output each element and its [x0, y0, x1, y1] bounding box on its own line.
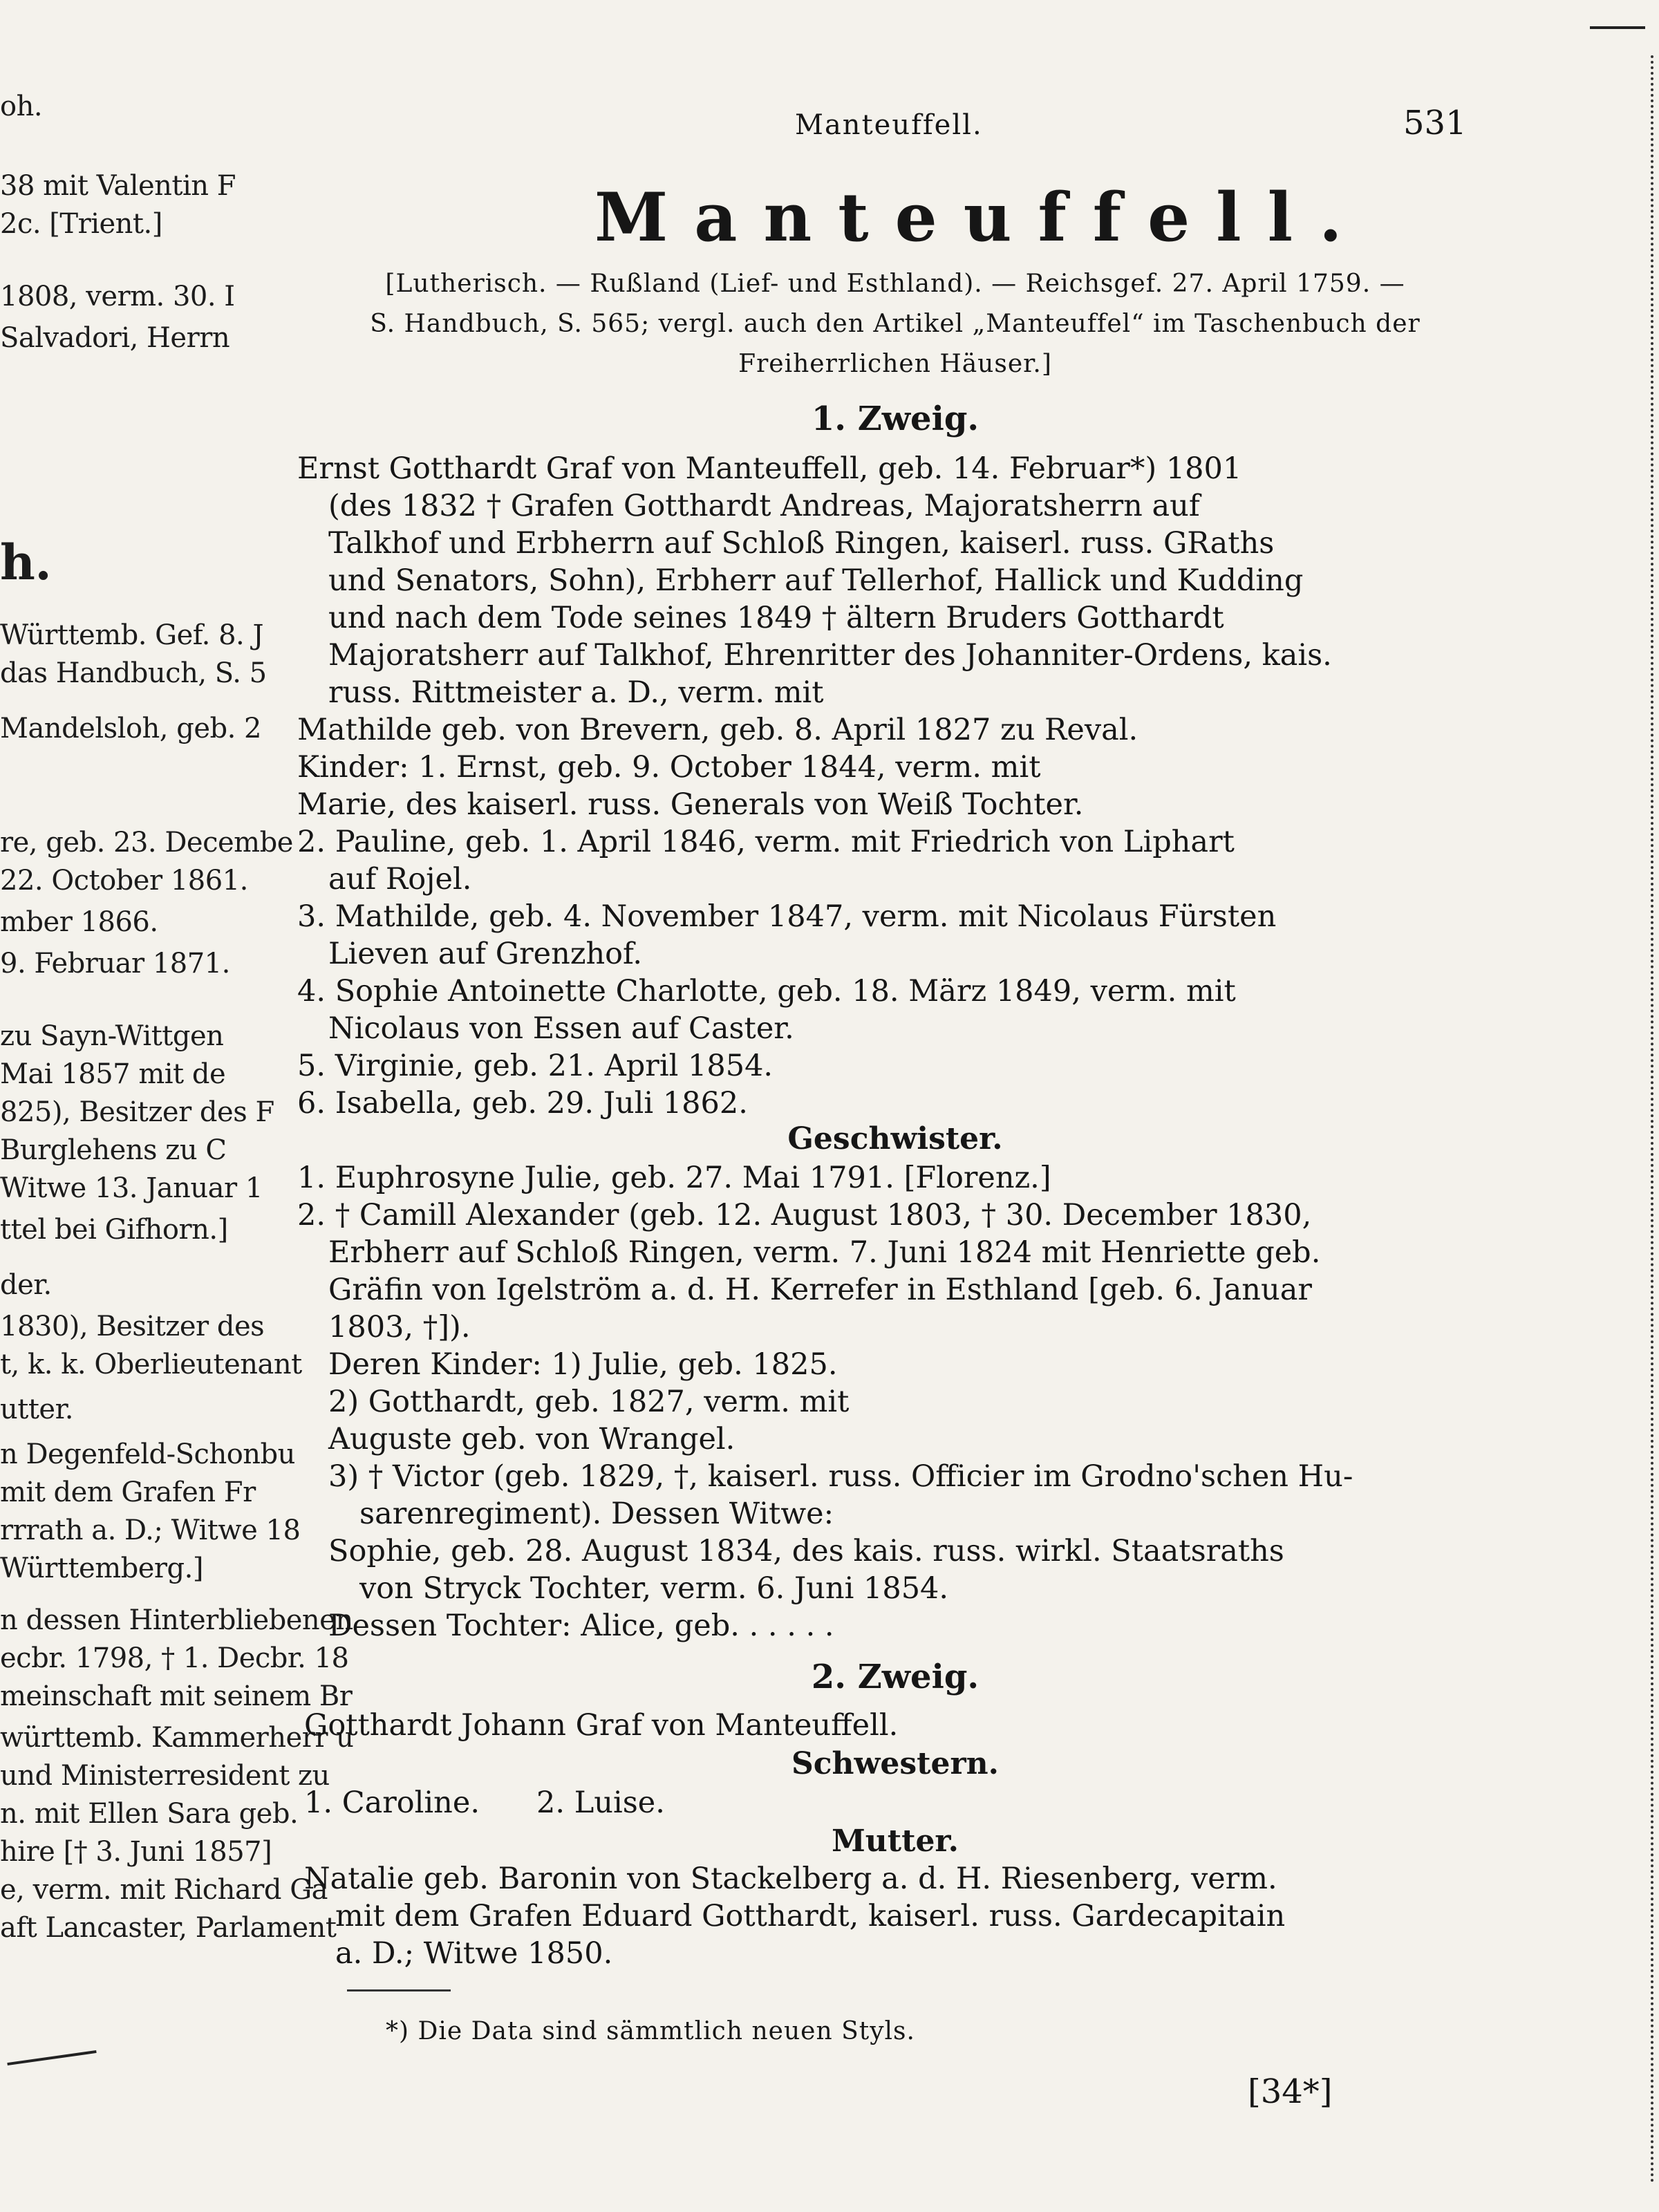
mother-heading: Mutter. — [832, 1824, 959, 1859]
facing-page-column — [0, 0, 354, 2212]
left-line: h. — [0, 534, 52, 591]
sibling-line: sarenregiment). Dessen Witwe: — [359, 1497, 834, 1531]
children-line: auf Rojel. — [328, 862, 472, 897]
mother-line: Natalie geb. Baronin von Stackelberg a. d. H. Riesenberg, verm. — [304, 1862, 1277, 1896]
left-line: Burglehens zu C — [0, 1134, 227, 1166]
left-line: Witwe 13. Januar 1 — [0, 1172, 263, 1204]
left-line: n. mit Ellen Sara geb. — [0, 1798, 299, 1830]
sibling-line: Gräfin von Igelström a. d. H. Kerrefer in Esthland [geb. 6. Januar — [328, 1273, 1312, 1307]
intro-line: S. Handbuch, S. 565; vergl. auch den Artikel „Manteuffel“ im Taschenbuch der — [370, 310, 1421, 338]
left-line: 1808, verm. 30. I — [0, 281, 235, 312]
running-head: Manteuffell. — [795, 109, 983, 141]
children-line: Nicolaus von Essen auf Caster. — [328, 1011, 794, 1046]
sibling-line: 2. † Camill Alexander (geb. 12. August 1803, † 30. December 1830, — [297, 1198, 1312, 1232]
mother-line: mit dem Grafen Eduard Gotthardt, kaiserl. russ. Gardecapitain — [335, 1899, 1286, 1933]
footnote: *) Die Data sind sämmtlich neuen Styls. — [386, 2017, 915, 2045]
children-line: 4. Sophie Antoinette Charlotte, geb. 18. März 1849, verm. mit — [297, 974, 1236, 1009]
children-line: 5. Virginie, geb. 21. April 1854. — [297, 1049, 774, 1083]
page-number: 531 — [1403, 104, 1467, 142]
left-line: hire [† 3. Juni 1857] — [0, 1836, 272, 1868]
sibling-line: 2) Gotthardt, geb. 1827, verm. mit — [328, 1385, 850, 1419]
left-line: rrrath a. D.; Witwe 18 — [0, 1515, 301, 1546]
left-line: 1830), Besitzer des — [0, 1311, 265, 1342]
left-line: Württemb. Gef. 8. J — [0, 619, 264, 651]
footnote-divider — [347, 1989, 451, 1991]
left-line: 22. October 1861. — [0, 865, 248, 897]
left-line: mber 1866. — [0, 906, 158, 938]
sibling-line: von Stryck Tochter, verm. 6. Juni 1854. — [359, 1571, 949, 1606]
left-line: e, verm. mit Richard Ga — [0, 1874, 328, 1906]
left-line: und Ministerresident zu — [0, 1760, 330, 1792]
left-line: aft Lancaster, Parlament — [0, 1912, 337, 1944]
sibling-line: Erbherr auf Schloß Ringen, verm. 7. Juni 1824 mit Henriette geb. — [328, 1235, 1321, 1270]
branch-2-heading: 2. Zweig. — [811, 1658, 980, 1696]
sibling-line: Sophie, geb. 28. August 1834, des kais. russ. wirkl. Staatsraths — [328, 1534, 1284, 1568]
head-line: russ. Rittmeister a. D., verm. mit — [328, 675, 824, 710]
left-line: ecbr. 1798, † 1. Decbr. 18 — [0, 1642, 349, 1674]
left-line: Salvadori, Herrn — [0, 322, 230, 354]
corner-mark — [1590, 26, 1645, 29]
spouse-line: Mathilde geb. von Brevern, geb. 8. April 1827 zu Reval. — [297, 713, 1138, 747]
branch-1-heading: 1. Zweig. — [811, 400, 980, 438]
left-line: württemb. Kammerherr u — [0, 1722, 354, 1754]
left-line: der. — [0, 1269, 52, 1301]
sisters-heading: Schwestern. — [791, 1746, 999, 1781]
left-line: n Degenfeld-Schonbu — [0, 1438, 295, 1470]
sibling-line: Deren Kinder: 1) Julie, geb. 1825. — [328, 1347, 838, 1382]
left-line: 825), Besitzer des F — [0, 1096, 274, 1128]
head-line: und nach dem Tode seines 1849 † ältern Bruders Gotthardt — [328, 601, 1224, 635]
children-line: Lieven auf Grenzhof. — [328, 937, 643, 971]
branch-2-head-line: Gotthardt Johann Graf von Manteuffell. — [304, 1708, 899, 1743]
intro-paragraph — [297, 264, 1493, 384]
left-line: Mandelsloh, geb. 2 — [0, 713, 261, 744]
left-line: 38 mit Valentin F — [0, 170, 236, 202]
sibling-line: Auguste geb. von Wrangel. — [328, 1422, 735, 1456]
left-line: utter. — [0, 1394, 74, 1425]
mother-line: a. D.; Witwe 1850. — [335, 1936, 613, 1971]
head-line: Majoratsherr auf Talkhof, Ehrenritter des Johanniter-Ordens, kais. — [328, 638, 1332, 673]
children-line: 2. Pauline, geb. 1. April 1846, verm. mit Friedrich von Liphart — [297, 825, 1235, 859]
page-edge — [1648, 55, 1653, 2184]
signature-mark: [34*] — [1248, 2072, 1333, 2111]
children-line: 6. Isabella, geb. 29. Juli 1862. — [297, 1086, 748, 1121]
left-line: oh. — [0, 91, 43, 122]
left-line: zu Sayn-Wittgen — [0, 1020, 224, 1052]
sibling-line: Dessen Tochter: Alice, geb. . . . . . — [328, 1609, 834, 1643]
left-line: das Handbuch, S. 5 — [0, 657, 267, 689]
left-line: Württemberg.] — [0, 1553, 203, 1584]
left-line: Mai 1857 mit de — [0, 1058, 226, 1090]
left-line: 2c. [Trient.] — [0, 208, 162, 240]
intro-line: Freiherrlichen Häuser.] — [738, 350, 1052, 378]
intro-line: [Lutherisch. — Rußland (Lief- und Esthland). — Reichsgef. 27. April 1759. — — [385, 270, 1405, 298]
left-line: mit dem Grafen Fr — [0, 1477, 256, 1508]
head-line: Ernst Gotthardt Graf von Manteuffell, geb. 14. Februar*) 1801 — [297, 451, 1242, 486]
sibling-line: 1803, †]). — [328, 1310, 471, 1344]
sibling-line: 1. Euphrosyne Julie, geb. 27. Mai 1791. [Florenz.] — [297, 1161, 1051, 1195]
left-line: t, k. k. Oberlieutenant — [0, 1349, 302, 1380]
left-line: meinschaft mit seinem Br — [0, 1680, 353, 1712]
left-line: re, geb. 23. Decembe — [0, 827, 293, 859]
head-line: und Senators, Sohn), Erbherr auf Tellerhof, Hallick und Kudding — [328, 563, 1304, 598]
children-line: 3. Mathilde, geb. 4. November 1847, verm. mit Nicolaus Fürsten — [297, 899, 1277, 934]
left-line: ttel bei Gifhorn.] — [0, 1214, 228, 1246]
children-line: Kinder: 1. Ernst, geb. 9. October 1844, verm. mit — [297, 750, 1041, 785]
head-line: Talkhof und Erbherrn auf Schloß Ringen, kaiserl. russ. GRaths — [328, 526, 1275, 561]
head-line: (des 1832 † Grafen Gotthardt Andreas, Majoratsherrn auf — [328, 489, 1200, 523]
children-line: Marie, des kaiserl. russ. Generals von Weiß Tochter. — [297, 787, 1084, 822]
left-line: 9. Februar 1871. — [0, 948, 230, 980]
page-title: Manteuffell. — [594, 178, 1369, 256]
sibling-line: 3) † Victor (geb. 1829, †, kaiserl. russ. Officier im Grodno'schen Hu- — [328, 1459, 1353, 1494]
siblings-heading: Geschwister. — [787, 1121, 1003, 1156]
left-line: n dessen Hinterbliebenen — [0, 1604, 353, 1636]
sisters-line: 1. Caroline. 2. Luise. — [304, 1785, 665, 1820]
